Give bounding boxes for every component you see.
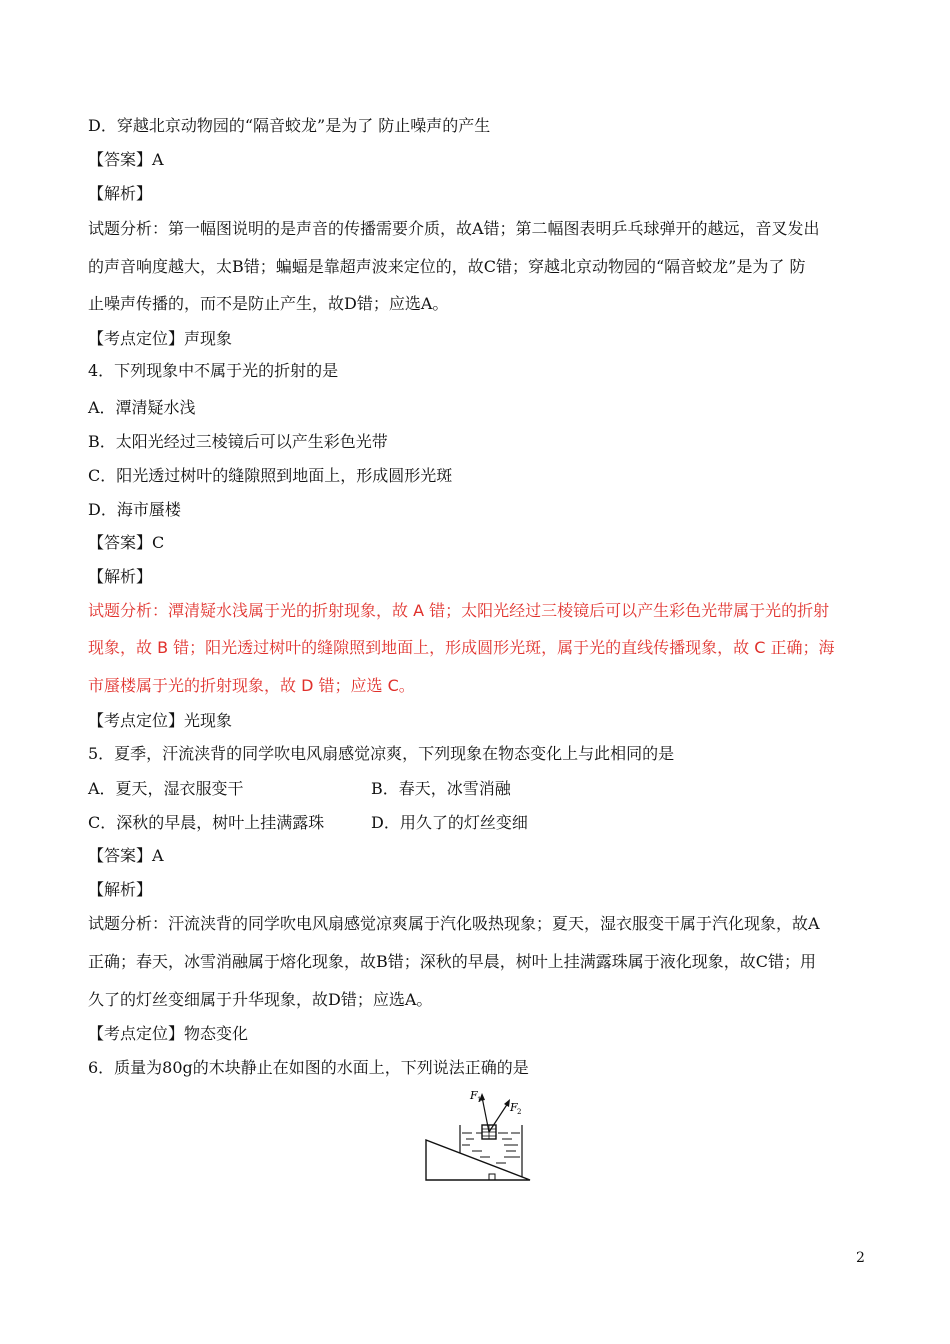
q5-option-a: A．夏天，湿衣服变干 <box>88 779 244 798</box>
q3-option-d: D．穿越北京动物园的“隔音蛟龙”是为了 防止噪声的产生 <box>88 116 491 135</box>
q3-analysis-line: 试题分析：第一幅图说明的是声音的传播需要介质，故A错；第二幅图表明乒乓球弹开的越远，音叉发出 <box>88 219 820 238</box>
q4-analysis-line: 现象，故 B 错；阳光透过树叶的缝隙照到地面上，形成圆形光斑，属于光的直线传播现象，故 C 正确；海 <box>88 638 835 657</box>
q5-option-d: D．用久了的灯丝变细 <box>371 813 528 832</box>
page-number: 2 <box>856 1250 865 1266</box>
label-f2: F <box>510 1101 518 1114</box>
q4-analysis-line: 试题分析：潭清疑水浅属于光的折射现象，故 A 错；太阳光经过三棱镜后可以产生彩色光带属于光的折射 <box>88 601 830 620</box>
q5-options-row-2 <box>88 813 528 833</box>
q5-analysis-line: 久了的灯丝变细属于升华现象，故D错；应选A。 <box>88 990 433 1009</box>
q6-figure <box>420 1085 532 1185</box>
q4-answer: 【答案】C <box>88 533 165 552</box>
q4-option-c: C．阳光透过树叶的缝隙照到地面上，形成圆形光斑 <box>88 466 453 485</box>
q3-kaodian: 【考点定位】声现象 <box>88 329 233 348</box>
q3-analysis-line: 止噪声传播的，而不是防止产生，故D错；应选A。 <box>88 294 449 313</box>
q5-analysis-line: 正确；春天，冰雪消融属于熔化现象，故B错；深秋的早晨，树叶上挂满露珠属于液化现象，故C错；用 <box>88 952 817 971</box>
q3-analysis-line: 的声音响度越大，太B错；蝙蝠是靠超声波来定位的，故C错；穿越北京动物园的“隔音蛟龙”是为了 防 <box>88 257 806 276</box>
incline-shape <box>426 1140 530 1180</box>
label-f1: F <box>470 1089 478 1102</box>
q5-stem: 5．夏季，汗流浃背的同学吹电风扇感觉凉爽，下列现象在物态变化上与此相同的是 <box>88 744 675 763</box>
q5-options-row-1 <box>88 779 511 799</box>
q3-analysis-label: 【解析】 <box>88 184 153 203</box>
right-angle-mark <box>489 1174 495 1180</box>
q4-option-d: D．海市蜃楼 <box>88 500 181 519</box>
q4-option-a: A．潭清疑水浅 <box>88 398 196 417</box>
q4-analysis-label: 【解析】 <box>88 567 153 586</box>
q5-kaodian: 【考点定位】物态变化 <box>88 1024 249 1043</box>
label-f2-sub: 2 <box>517 1108 522 1116</box>
force-f2-arrow <box>489 1103 508 1132</box>
label-f1-sub: 1 <box>477 1096 482 1104</box>
q5-analysis-line: 试题分析：汗流浃背的同学吹电风扇感觉凉爽属于汽化吸热现象；夏天，湿衣服变干属于汽化现象，故A <box>88 914 820 933</box>
q3-answer: 【答案】A <box>88 150 164 169</box>
q5-option-c: C．深秋的早晨，树叶上挂满露珠 <box>88 813 325 832</box>
q4-analysis-line: 市蜃楼属于光的折射现象，故 D 错；应选 C。 <box>88 676 415 695</box>
q5-option-b: B．春天，冰雪消融 <box>371 779 511 798</box>
q4-option-b: B．太阳光经过三棱镜后可以产生彩色光带 <box>88 432 388 451</box>
q4-kaodian: 【考点定位】光现象 <box>88 711 233 730</box>
q4-stem: 4．下列现象中不属于光的折射的是 <box>88 361 339 380</box>
q6-stem: 6．质量为80g的木块静止在如图的水面上，下列说法正确的是 <box>88 1058 529 1077</box>
q5-analysis-label: 【解析】 <box>88 880 153 899</box>
q5-answer: 【答案】A <box>88 846 164 865</box>
